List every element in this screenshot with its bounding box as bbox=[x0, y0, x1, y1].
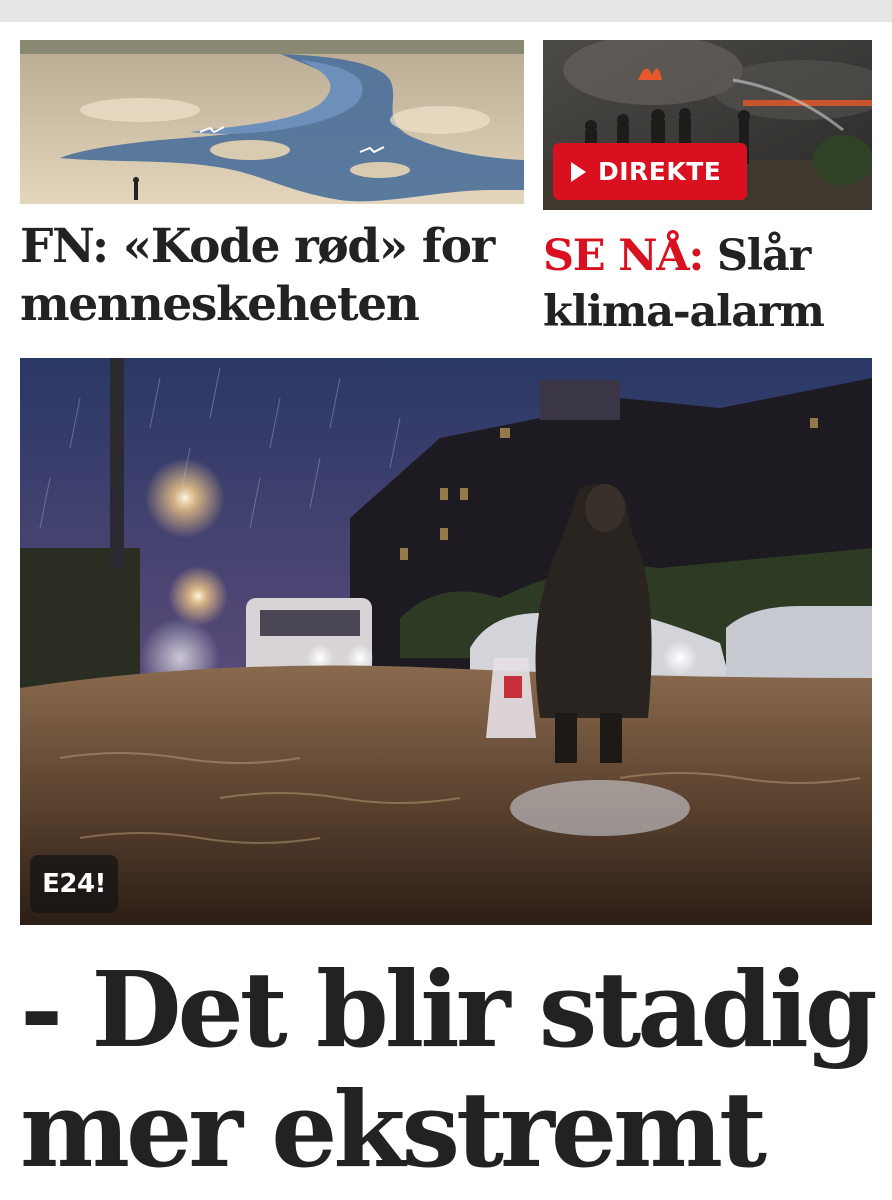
live-badge[interactable] bbox=[553, 143, 747, 200]
teaser-headline[interactable]: FN: «Kode rød» for menneskeheten bbox=[20, 219, 494, 332]
teaser-headline[interactable] bbox=[543, 228, 872, 340]
headline-text-line2: klima-alarm bbox=[543, 287, 824, 337]
teaser-image-dry-riverbed[interactable] bbox=[20, 40, 524, 204]
top-strip bbox=[0, 0, 892, 22]
teaser-article-climate-alarm-live[interactable] bbox=[543, 40, 872, 340]
teaser-article-un-code-red[interactable] bbox=[20, 40, 524, 334]
play-icon bbox=[571, 162, 586, 182]
e24-logo-badge: E24! bbox=[30, 855, 118, 913]
teaser-image-wildfire[interactable] bbox=[543, 40, 872, 210]
live-badge-label: DIREKTE bbox=[598, 157, 722, 186]
headline-kicker: SE NÅ: bbox=[543, 231, 704, 281]
main-article-headline[interactable]: - Det blir stadig mer ekstremt bbox=[20, 948, 874, 1191]
headline-text: Slår bbox=[716, 231, 811, 281]
main-article-image-flood[interactable] bbox=[20, 358, 872, 925]
